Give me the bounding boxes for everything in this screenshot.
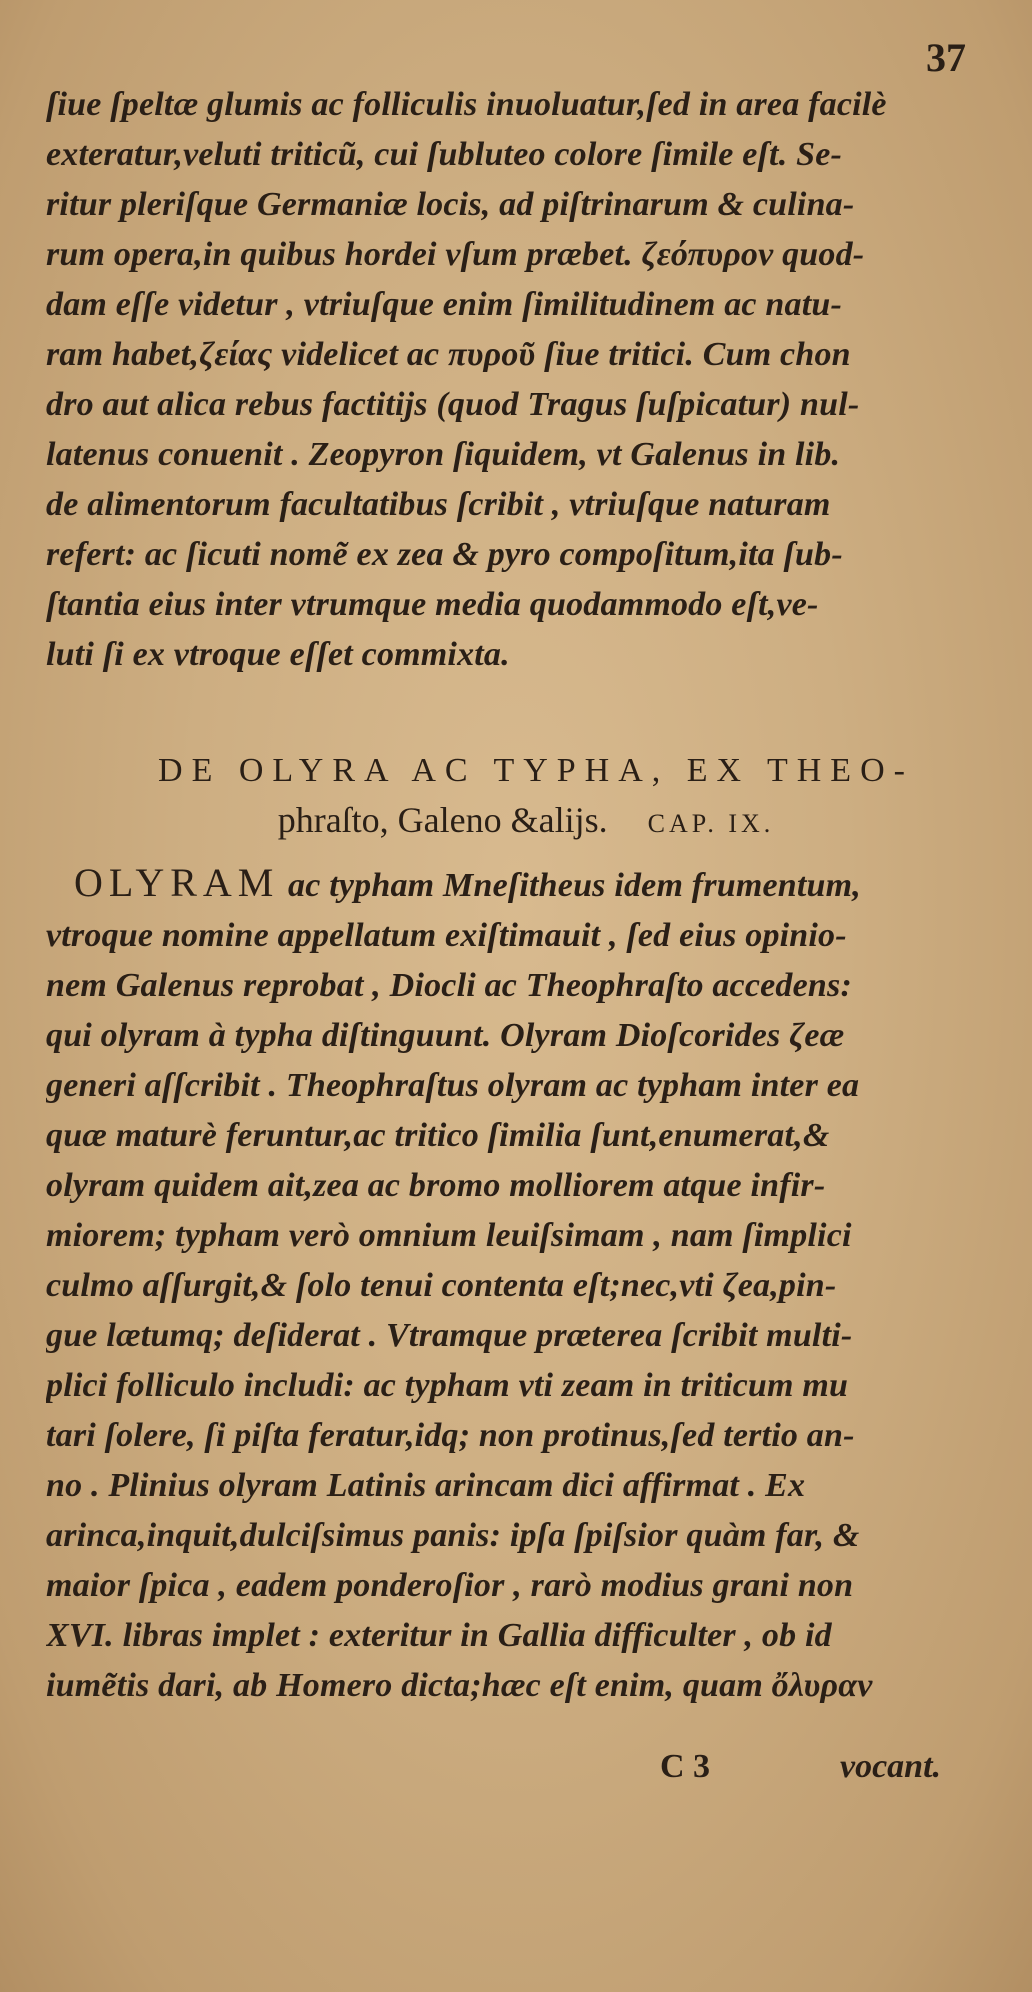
body-text-top — [46, 80, 976, 680]
catchword: vocant. — [840, 1748, 942, 1785]
text-line: no . Plinius olyram Latinis arincam dici affirmat . Ex — [46, 1467, 806, 1504]
text-line: ſiue ſpeltæ glumis ac folliculis inuoluatur,ſed in area facilè — [46, 86, 887, 123]
text-line: culmo aſſurgit,& ſolo tenui contenta eſt;nec,vti ζea,pin- — [46, 1267, 837, 1304]
signature-mark: C 3 — [660, 1748, 711, 1785]
text-line: ram habet,ζείας videlicet ac πυροῦ ſiue tritici. Cum chon — [46, 336, 851, 373]
text-line-first — [46, 858, 976, 911]
text-line: exteratur,veluti triticũ, cui ſubluteo colore ſimile eſt. Se- — [46, 136, 843, 173]
first-line-rest: ac typham Mneſitheus idem frumentum, — [279, 867, 862, 904]
text-line: dam eſſe videtur , vtriuſque enim ſimilitudinem ac natu- — [46, 286, 843, 323]
chapter-heading-line1: DE OLYRA AC TYPHA, EX THEO- — [158, 752, 914, 789]
text-line: miorem; typham verò omnium leuiſsimam , nam ſimplici — [46, 1217, 852, 1254]
text-line: tari ſolere, ſi piſta feratur,idq; non protinus,ſed tertio an- — [46, 1417, 855, 1454]
text-line: vtroque nomine appellatum exiſtimauit , ſed eius opinio- — [46, 917, 847, 954]
text-line: ſtantia eius inter vtrumque media quodammodo eſt,ve- — [46, 586, 819, 623]
text-line: de alimentorum facultatibus ſcribit , vtriuſque naturam — [46, 486, 831, 523]
text-line: iumẽtis dari, ab Homero dicta;hæc eſt enim, quam ὄλυραν — [46, 1667, 873, 1704]
text-line: rum opera,in quibus hordei vſum præbet. ζεόπυρον quod- — [46, 236, 865, 273]
text-line: plici folliculo includi: ac typham vti zeam in triticum mu — [46, 1367, 849, 1404]
page-number: 37 — [926, 35, 966, 80]
text-line: latenus conuenit . Zeopyron ſiquidem, vt Galenus in lib. — [46, 436, 841, 473]
text-line: maior ſpica , eadem ponderoſior , rarò modius grani non — [46, 1567, 854, 1604]
text-line: nem Galenus reprobat , Diocli ac Theophraſto accedens: — [46, 967, 852, 1004]
text-line: dro aut alica rebus factitijs (quod Tragus ſuſpicatur) nul- — [46, 386, 860, 423]
chapter-heading-sources: phraſto, Galeno &alijs. — [277, 800, 608, 840]
initial-word: OLYRAM — [74, 860, 280, 905]
text-line: quæ maturè feruntur,ac tritico ſimilia ſunt,enumerat,& — [46, 1117, 830, 1154]
text-line: gue lætumq; deſiderat . Vtramque præterea ſcribit multi- — [46, 1317, 853, 1354]
text-line: luti ſi ex vtroque eſſet commixta. — [46, 636, 510, 673]
text-line: refert: ac ſicuti nomẽ ex zea & pyro compoſitum,ita ſub- — [46, 536, 843, 573]
text-line: olyram quidem ait,zea ac bromo molliorem atque infir- — [46, 1167, 826, 1204]
text-line: arinca,inquit,dulciſsimus panis: ipſa ſpiſsior quàm far, & — [46, 1517, 860, 1554]
text-line: XVI. libras implet : exteritur in Gallia difficulter , ob id — [46, 1617, 832, 1654]
chapter-heading — [0, 748, 1032, 850]
chapter-number: CAP. IX. — [647, 809, 775, 838]
text-line: generi aſſcribit . Theophraſtus olyram ac typham inter ea — [46, 1067, 860, 1104]
body-text-chapter — [46, 858, 976, 1711]
chapter-heading-line2 — [20, 794, 1032, 850]
text-line: ritur pleriſque Germaniæ locis, ad piſtrinarum & culina- — [46, 186, 855, 223]
text-line: qui olyram à typha diſtinguunt. Olyram Dioſcorides ζeæ — [46, 1017, 845, 1054]
